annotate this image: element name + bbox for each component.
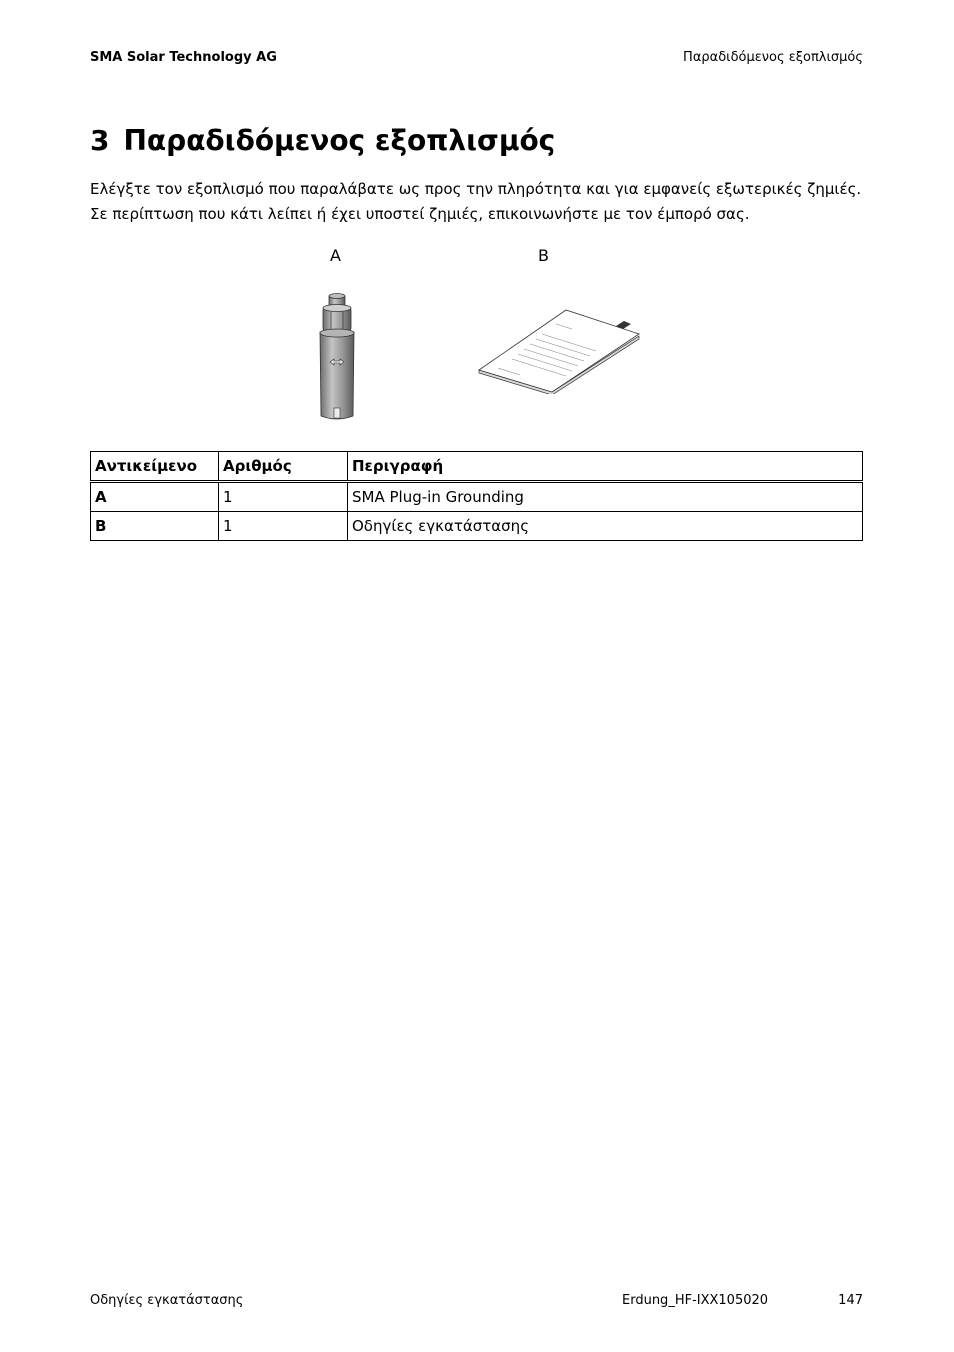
table-row (91, 512, 863, 541)
table-cell-item: A (91, 482, 219, 512)
figure-label-b: B (538, 246, 549, 265)
table-cell-description: SMA Plug-in Grounding (348, 482, 863, 512)
items-table (90, 451, 863, 541)
page-number: 147 (838, 1293, 863, 1308)
column-header: Αντικείμενο (91, 452, 219, 482)
table-cell-item: B (91, 512, 219, 541)
column-header: Αριθμός (219, 452, 348, 482)
table-row (91, 482, 863, 512)
footer-doc-code: Erdung_HF-IXX105020 (622, 1293, 769, 1308)
page-title (90, 124, 555, 157)
intro-paragraph: Ελέγξτε τον εξοπλισμό που παραλάβατε ως προς την πληρότητα και για εμφανείς εξωτερικές ζημιές. Σε περίπτωση που κάτι λείπει ή έχει υποστεί ζημιές, επικοινωνήστε με τον έμπορό σας. (90, 180, 862, 223)
manual-booklet-icon (476, 304, 642, 394)
grounding-plug-icon (312, 292, 362, 426)
table-header-row (91, 452, 863, 482)
header-company: SMA Solar Technology AG (90, 50, 277, 65)
header-section: Παραδιδόμενος εξοπλισμός (683, 50, 863, 65)
table-cell-description: Οδηγίες εγκατάστασης (348, 512, 863, 541)
column-header: Περιγραφή (348, 452, 863, 482)
table-cell-count: 1 (219, 482, 348, 512)
table-cell-count: 1 (219, 512, 348, 541)
section-number: 3 (90, 124, 110, 157)
section-title: Παραδιδόμενος εξοπλισμός (123, 124, 556, 157)
figure-label-a: A (330, 246, 341, 265)
footer-doc-type: Οδηγίες εγκατάστασης (90, 1293, 244, 1308)
